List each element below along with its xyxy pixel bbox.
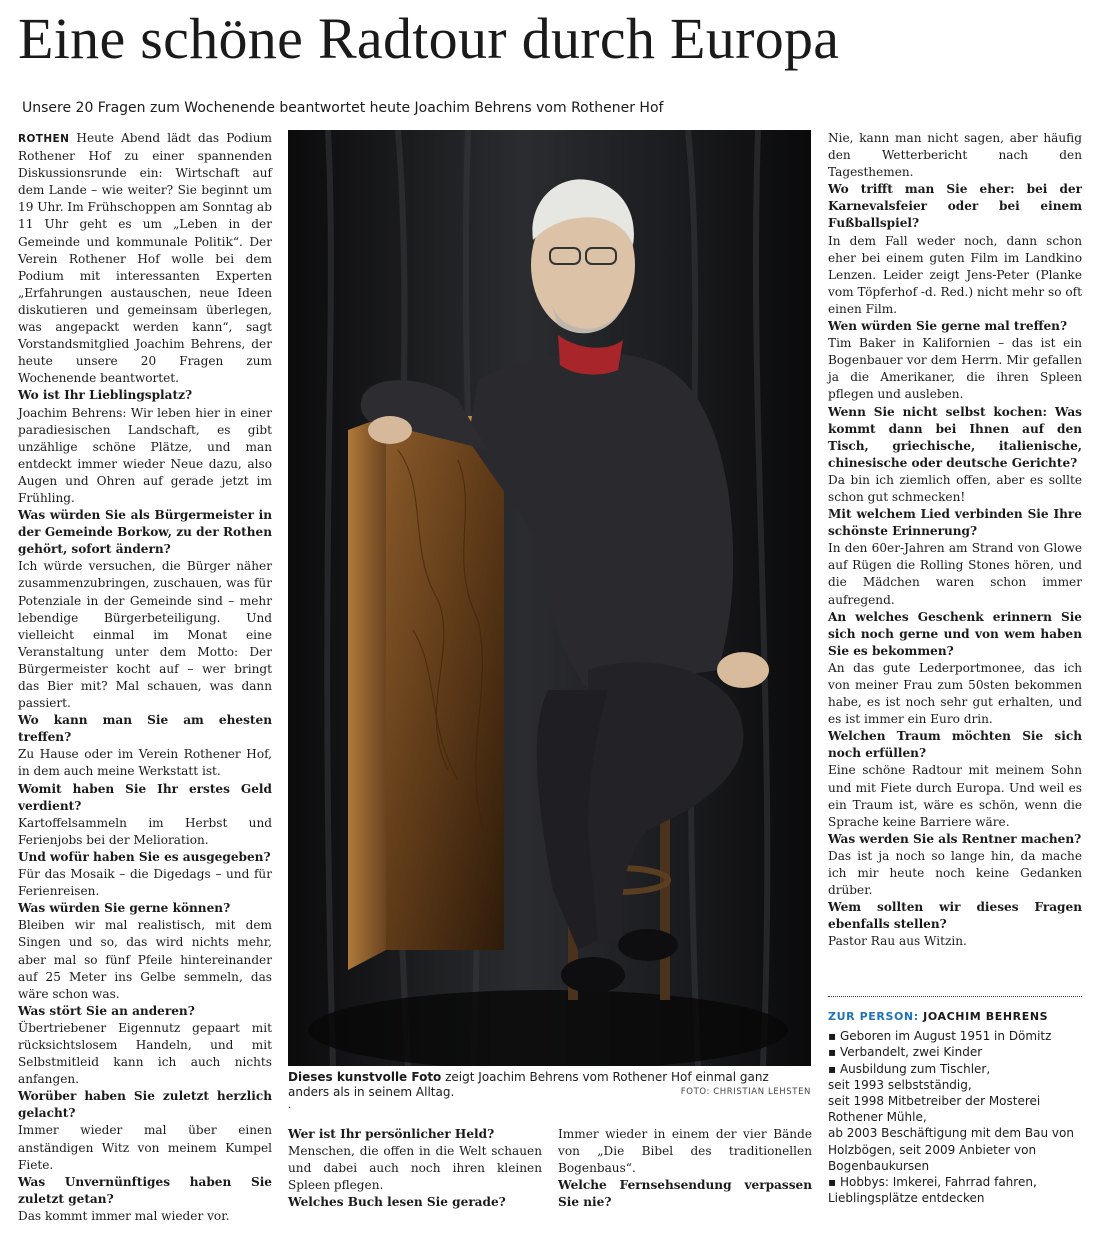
answer: Joachim Behrens: Wir leben hier in einer paradiesischen Landschaft, es gibt unzählige schöne Plätze, und man entdeckt immer wieder Neue dazu, also Augen und Ohren auf gerade jetzt im Frühling. <box>18 405 272 505</box>
person-facts-list <box>828 1028 1082 1206</box>
question: Wem sollten wir dieses Fragen ebenfalls stellen? <box>828 900 1082 932</box>
dateline: ROTHEN <box>18 133 70 145</box>
caption-text: zeigt Joachim Behrens vom Rothener Hof einmal ganz anders als in seinem Alltag. <box>288 1070 769 1099</box>
person-fact: ▪ Geboren im August 1951 in Dömitz <box>828 1029 1052 1044</box>
person-fact: seit 1998 Mitbetreiber der Mosterei Rothener Mühle, <box>828 1094 1041 1125</box>
question: Wo kann man Sie am ehesten treffen? <box>18 713 272 745</box>
question: Wen würden Sie gerne mal treffen? <box>828 319 1068 334</box>
person-fact: seit 1993 selbstständig, <box>828 1077 972 1092</box>
question: Und wofür haben Sie es ausgegeben? <box>18 849 271 864</box>
question: Wo ist Ihr Lieblingsplatz? <box>18 388 193 403</box>
qa-list-col2 <box>288 1126 542 1211</box>
article-column-2 <box>288 1126 542 1211</box>
person-fact: ab 2003 Beschäftigung mit dem Bau von Holzbögen, seit 2009 Anbieter von Bogenbaukursen <box>828 1126 1074 1173</box>
qa-list-col4 <box>828 130 1082 951</box>
portrait-photo <box>288 130 811 1066</box>
answer: Kartoffelsammeln im Herbst und Ferienjobs bei der Melioration. <box>18 815 272 847</box>
person-fact: ▪ Ausbildung zum Tischler, <box>828 1061 991 1076</box>
question: Was würden Sie als Bürgermeister in der Gemeinde Borkow, zu der Rothen gehört, sofort ändern? <box>18 508 272 557</box>
answer: Pastor Rau aus Witzin. <box>828 934 967 949</box>
qa-list-col1 <box>18 387 272 1225</box>
photo-credit: FOTO: CHRISTIAN LEHSTEN <box>680 1087 811 1097</box>
answer: Immer wieder mal über einen anständigen Witz von meinem Kumpel Fiete. <box>18 1123 272 1172</box>
answer: Das kommt immer mal wieder vor. <box>18 1208 230 1223</box>
question: Welches Buch lesen Sie gerade? <box>288 1195 506 1210</box>
answer: Bleiben wir mal realistisch, mit dem Singen und so, das wird nichts mehr, aber mal so fünf Pfeile hintereinander auf 25 Meter ins Gelbe semmeln, das wäre schon was. <box>18 918 272 1001</box>
answer: Da bin ich ziemlich offen, aber es sollte schon gut schmecken! <box>828 472 1082 504</box>
answer: Für das Mosaik – die Digedags – und für Ferienreisen. <box>18 867 272 899</box>
person-fact: ▪ Hobbys: Imkerei, Fahrrad fahren, Lieblingsplätze entdecken <box>828 1175 1037 1206</box>
answer: In den 60er-Jahren am Strand von Glowe auf Rügen die Rolling Stones hören, und die Mädchen waren schon immer aufregend. <box>828 541 1082 607</box>
answer: Menschen, die offen in die Welt schauen und dabei auch noch ihren kleinen Spleen pflegen. <box>288 1144 542 1193</box>
article-column-3 <box>558 1126 812 1211</box>
person-label: ZUR PERSON: <box>828 1010 919 1023</box>
qa-list-col3 <box>558 1126 812 1211</box>
question: Was stört Sie an anderen? <box>18 1003 195 1018</box>
caption-dot: . <box>288 1100 292 1111</box>
answer: Übertriebener Eigennutz gepaart mit rücksichtslosem Handeln, und mit Selbstmitleid kann ich auch nichts anfangen. <box>18 1020 272 1087</box>
question: Wenn Sie nicht selbst kochen: Was kommt dann bei Ihnen auf den Tisch, griechische, italienische, chinesische oder deutsche Gerichte? <box>828 404 1082 470</box>
intro-paragraph <box>18 130 272 387</box>
question: Was werden Sie als Rentner machen? <box>828 831 1082 846</box>
answer: Ich würde versuchen, die Bürger näher zusammenzubringen, zuschauen, was für Potenziale in der Gemeinde sind – mehr lebendige Bürgerbeteiligung. Und vielleicht einmal im Monat eine Veranstaltung unter dem Motto: Der Bürgermeister kocht auf – wer bringt das Bier mit? Mal schauen, was dann passiert. <box>18 559 272 711</box>
subline: Unsere 20 Fragen zum Wochenende beantwortet heute Joachim Behrens vom Rothener Hof <box>22 100 664 116</box>
question: Wo trifft man Sie eher: bei der Karnevalsfeier oder bei einem Fußballspiel? <box>828 182 1082 231</box>
question: Womit haben Sie Ihr erstes Geld verdient? <box>18 781 272 813</box>
dotted-divider <box>828 996 1082 997</box>
answer: Immer wieder in einem der vier Bände von „Die Bibel des traditionellen Bogenbaus“. <box>558 1127 812 1176</box>
answer: Das ist ja noch so lange hin, da mache ich mir heute noch keine Gedanken drüber. <box>828 848 1082 898</box>
question: Was würden Sie gerne können? <box>18 901 231 916</box>
question: Was Unvernünftiges haben Sie zuletzt getan? <box>18 1174 272 1206</box>
person-box <box>828 1009 1082 1206</box>
caption-lead: Dieses kunstvolle Foto <box>288 1070 442 1084</box>
question: Welchen Traum möchten Sie sich noch erfüllen? <box>828 729 1082 761</box>
intro-text: Heute Abend lädt das Podium Rothener Hof zu einer spannenden Diskussionsrunde ein: Wirtschaft auf dem Lande – wie weiter? Sie beginnt um 19 Uhr. Im Frühschoppen am Sonntag ab 11 Uhr geht es um „Leben in der Gemeinde und kommunale Politik“. Der Verein Rothener Hof wolle bei dem Podium mit interessanten Experten „Erfahrungen austauschen, neue Ideen diskutieren und gemeinsam überlegen, was angepackt werden kann“, sagt Vorstandsmitglied Joachim Behrens, der heute unsere 20 Fragen zum Wochenende beantwortet. <box>18 131 272 386</box>
headline: Eine schöne Radtour durch Europa <box>18 6 840 71</box>
answer: An das gute Lederportmonee, das ich von meiner Frau zum 50sten bekommen habe, es ist noch sehr gut erhalten, und es ist immer ein Euro drin. <box>828 660 1082 727</box>
portrait-illustration <box>288 130 811 1066</box>
question: Welche Fernsehsendung verpassen Sie nie? <box>558 1178 812 1210</box>
answer: Tim Baker in Kalifornien – das ist ein Bogenbauer vor dem Herrn. Mir gefallen ja die Amerikaner, die ihren Spleen pflegen und ausleben. <box>828 336 1082 402</box>
person-name: JOACHIM BEHRENS <box>923 1010 1049 1023</box>
question: An welches Geschenk erinnern Sie sich noch gerne und von wem haben Sie es bekommen? <box>828 609 1082 658</box>
answer: Eine schöne Radtour mit meinem Sohn und mit Fiete durch Europa. Und weil es ein Traum ist, wäre es schön, wenn die Sprache keine Barriere wäre. <box>828 763 1082 829</box>
article-column-1 <box>18 130 272 1225</box>
question: Worüber haben Sie zuletzt herzlich gelacht? <box>18 1089 272 1121</box>
answer: Zu Hause oder im Verein Rothener Hof, in dem auch meine Werkstatt ist. <box>18 747 272 779</box>
person-heading <box>828 1009 1082 1025</box>
answer: Nie, kann man nicht sagen, aber häufig den Wetterbericht nach den Tagesthemen. <box>828 131 1082 180</box>
question: Mit welchem Lied verbinden Sie Ihre schönste Erinnerung? <box>828 507 1082 539</box>
answer: In dem Fall weder noch, dann schon eher bei einem guten Film im Landkino Lenzen. Leider zeigt Jens-Peter (Planke vom Töpferhof -d. Red.) nicht mehr so oft einen Film. <box>828 233 1082 316</box>
article-column-4 <box>828 130 1082 951</box>
question: Wer ist Ihr persönlicher Held? <box>288 1127 495 1141</box>
person-fact: ▪ Verbandelt, zwei Kinder <box>828 1045 983 1060</box>
